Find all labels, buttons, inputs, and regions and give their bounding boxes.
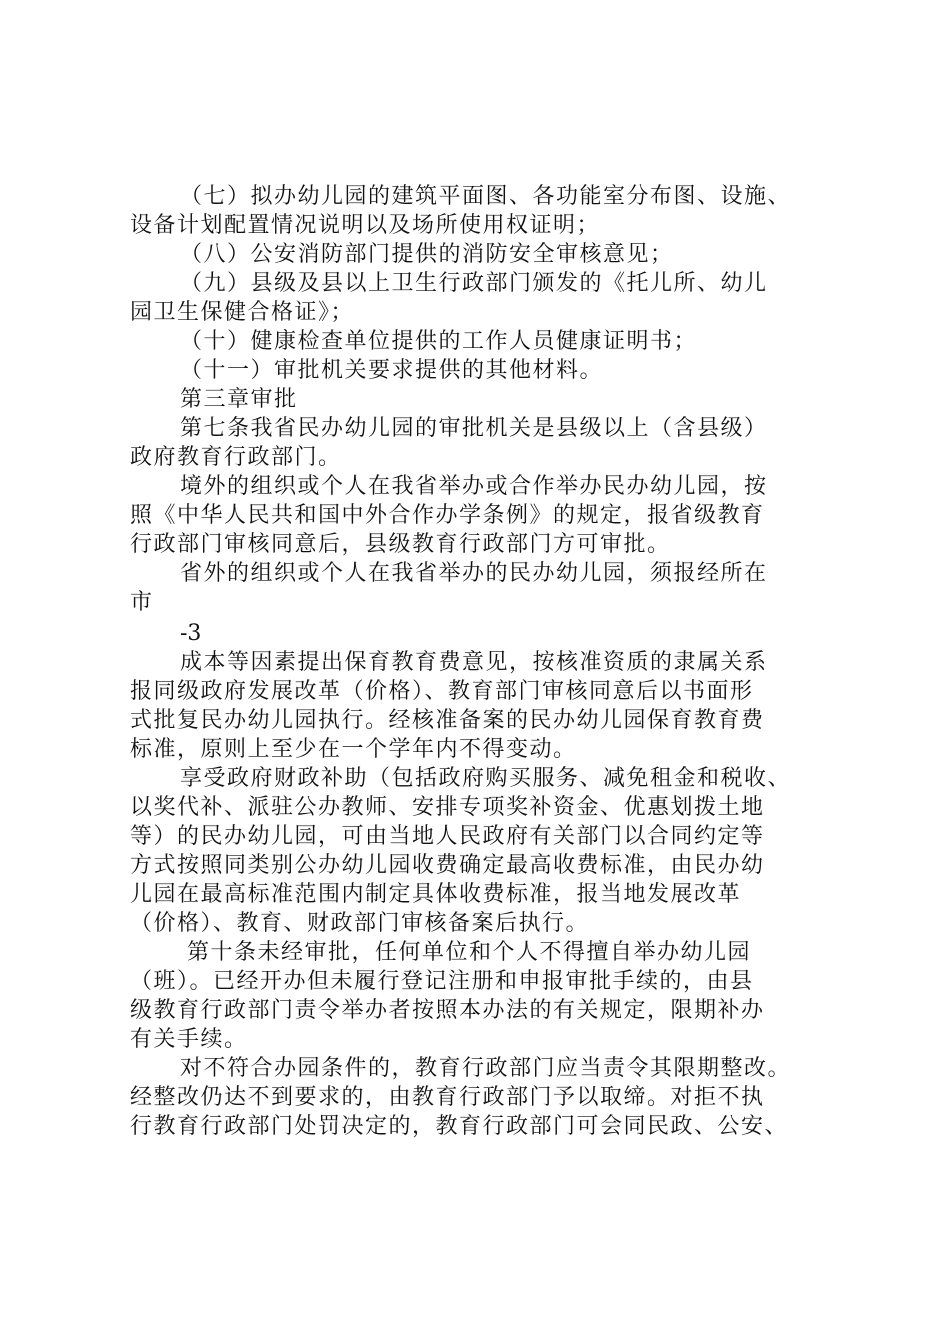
- paragraph-line: （班）。已经开办但未履行登记注册和申报审批手续的，由县: [130, 969, 754, 994]
- paragraph-line: 对不符合办园条件的，教育行政部门应当责令其限期整改。: [180, 1056, 792, 1081]
- paragraph-line: 报同级政府发展改革（价格）、教育部门审核同意后以书面形: [130, 679, 754, 704]
- paragraph-line: （七）拟办幼儿园的建筑平面图、各功能室分布图、设施、: [180, 184, 792, 209]
- paragraph-line: 设备计划配置情况说明以及场所使用权证明；: [130, 213, 601, 238]
- paragraph-line: 儿园在最高标准范围内制定具体收费标准，报当地发展改革: [130, 882, 742, 907]
- paragraph-line: 经整改仍达不到要求的，由教育行政部门予以取缔。对拒不执: [130, 1085, 765, 1110]
- paragraph-line: 境外的组织或个人在我省举办或合作举办民办幼儿园，按: [180, 474, 768, 499]
- paragraph-line: 成本等因素提出保育教育费意见，按核准资质的隶属关系: [180, 650, 768, 675]
- paragraph-line: 行政部门审核同意后，县级教育行政部门方可审批。: [130, 532, 671, 557]
- paragraph-line: 标准，原则上至少在一个学年内不得变动。: [130, 737, 577, 762]
- paragraph-line: 政府教育行政部门。: [130, 445, 342, 470]
- paragraph-line: 市: [130, 590, 154, 615]
- paragraph-line: 园卫生保健合格证》；: [130, 300, 355, 325]
- paragraph-line: 以奖代补、派驻公办教师、安排专项奖补资金、优惠划拨土地: [130, 795, 765, 820]
- paragraph-line: 方式按照同类别公办幼儿园收费确定最高收费标准，由民办幼: [130, 853, 765, 878]
- paragraph-line: 等）的民办幼儿园，可由当地人民政府有关部门以合同约定等: [130, 824, 765, 849]
- paragraph-line: 照《中华人民共和国中外合作办学条例》的规定，报省级教育: [130, 503, 765, 528]
- paragraph-line: （九）县级及县以上卫生行政部门颁发的《托儿所、幼儿: [180, 271, 768, 296]
- paragraph-line: 行教育行政部门处罚决定的，教育行政部门可会同民政、公安、: [130, 1114, 789, 1139]
- paragraph-line: 有关手续。: [130, 1027, 248, 1052]
- chapter-heading: 第三章审批: [180, 387, 298, 412]
- paragraph-line: 第十条未经审批，任何单位和个人不得擅自举办幼儿园: [187, 940, 752, 965]
- paragraph-line: （价格）、教育、财政部门审核备案后执行。: [130, 911, 590, 936]
- paragraph-line: 省外的组织或个人在我省举办的民办幼儿园，须报经所在: [180, 561, 768, 586]
- paragraph-line: （八）公安消防部门提供的消防安全审核意见；: [180, 242, 674, 267]
- paragraph-line: （十）健康检查单位提供的工作人员健康证明书；: [180, 329, 698, 354]
- paragraph-line: 第七条我省民办幼儿园的审批机关是县级以上（含县级）: [180, 416, 768, 441]
- paragraph-line: 级教育行政部门责令举办者按照本办法的有关规定，限期补办: [130, 998, 765, 1023]
- page-number: -3: [180, 621, 202, 646]
- paragraph-line: 享受政府财政补助（包括政府购买服务、减免租金和税收、: [180, 766, 792, 791]
- paragraph-line: （十一）审批机关要求提供的其他材料。: [180, 358, 604, 383]
- paragraph-line: 式批复民办幼儿园执行。经核准备案的民办幼儿园保育教育费: [130, 708, 765, 733]
